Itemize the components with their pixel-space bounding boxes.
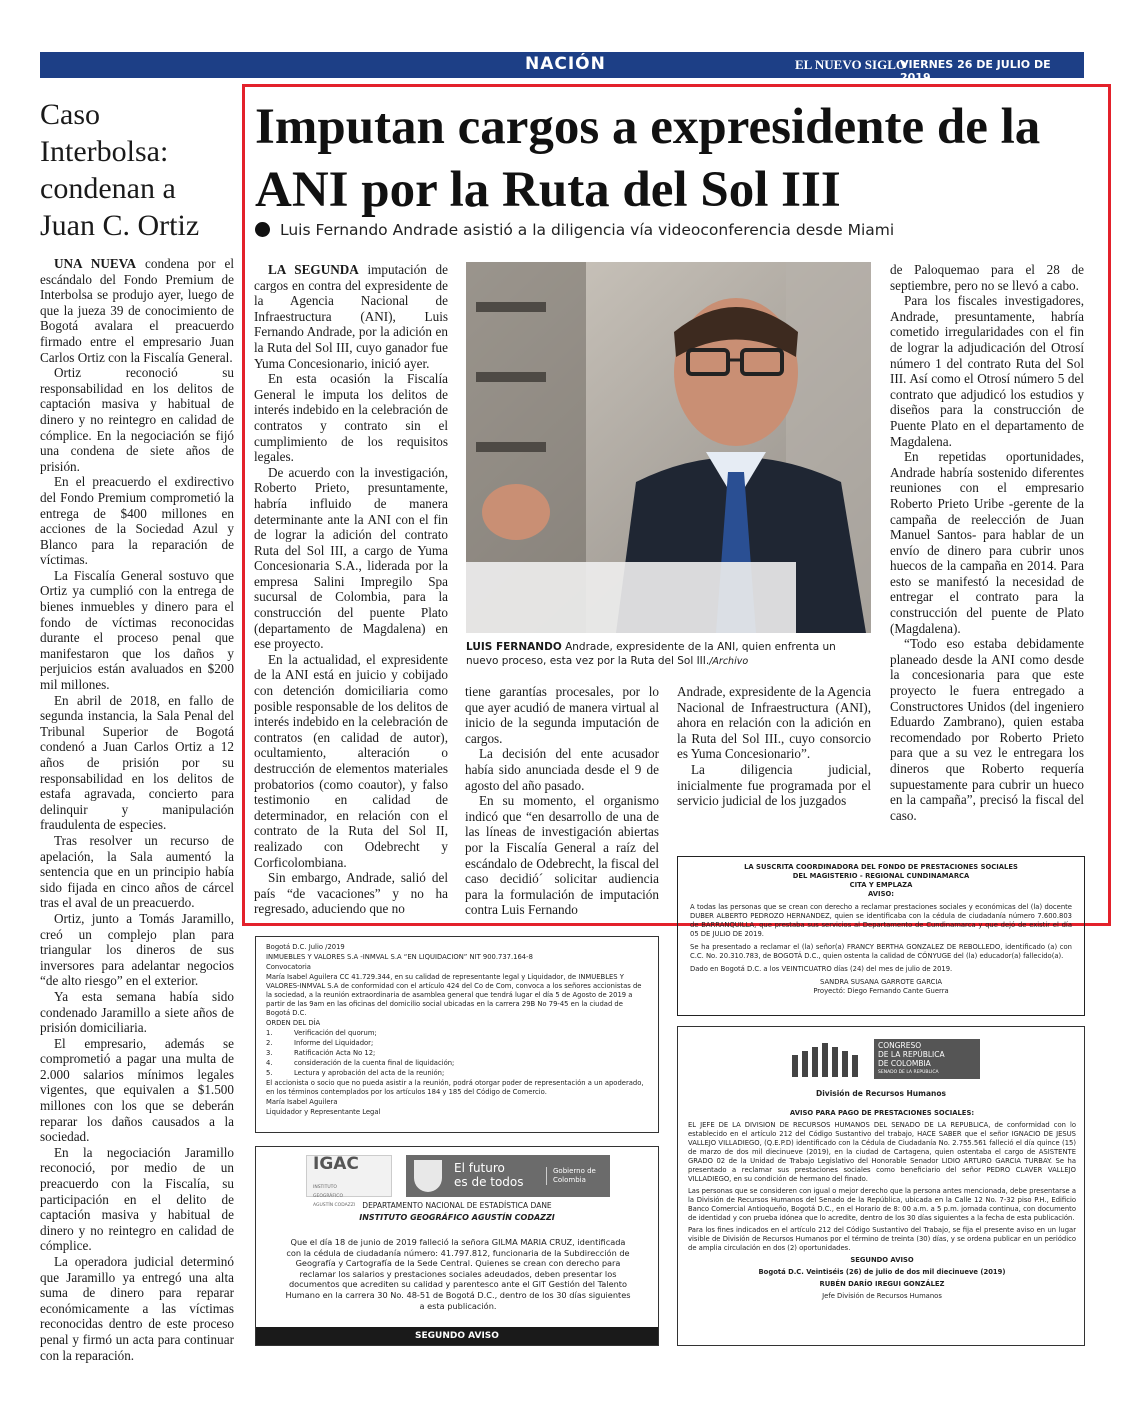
- article-paragraph: En esta ocasión la Fiscalía General le imputa los delitos de interés indebido en la celebración de contratos y contrato sin el cumplimiento de los requisitos legales.: [254, 371, 448, 465]
- side-story-paragraph: La operadora judicial determinó que Jaramillo ya entregó una alta suma de dinero para reparar económicamente a las víctimas reconocidas dentro de este proceso penal y firmó un acta para continuar con la reparación.: [40, 1254, 234, 1363]
- article-paragraph: La decisión del ente acusador había sido anunciada desde el 9 de agosto del año pasado.: [465, 746, 659, 793]
- notice-title: AVISO PARA PAGO DE PRESTACIONES SOCIALES:: [789, 1109, 975, 1117]
- notice-igac: [255, 1146, 659, 1346]
- notice-footer: SEGUNDO AVISO: [256, 1327, 658, 1345]
- side-story-body: [40, 256, 234, 1363]
- article-paragraph: De acuerdo con la investigación, Roberto Prieto, presuntamente, habría influido de manera determinante ante la ANI con el fin de lograr la adición del contrato Ruta del Sol III, a cargo de Yuma Concesionaria S.A., liderada por la empresa Salini Impregilo Spa sucursal de Colombia, para la construcción del puente Plato (departamento de Magdalena) en ese proyecto.: [254, 464, 448, 652]
- side-story-paragraph: Ortiz reconoció su responsabilidad en los delitos de captación masiva y habitual de dinero y no reintegro en calidad de cómplice. En la negociación se fijó una condena de siete años de prisión.: [40, 365, 234, 474]
- article-paragraph: En su momento, el organismo indicó que “en desarrollo de una de las líneas de investigación abiertas por la Fiscalía General a raíz del escándalo de Odebrecht, la fiscal del caso decidió´ solicitar audiencia para la formulación de imputación contra Luis Fernando: [465, 793, 659, 918]
- main-story-lead: LA SEGUNDA: [268, 262, 359, 277]
- coat-of-arms-icon: [414, 1160, 442, 1192]
- congreso-logo: CONGRESO DE LA REPÚBLICA DE COLOMBIA SENADO DE LA REPÚBLICA: [790, 1037, 980, 1079]
- notice-signer-role: Jefe División de Recursos Humanos: [822, 1292, 942, 1300]
- notice-title: AVISO:: [868, 890, 894, 898]
- notice-signer: SANDRA SUSANA GARROTE GARCIA: [820, 978, 942, 986]
- bullet-icon: [255, 222, 270, 237]
- notice-institute: INSTITUTO GEOGRÁFICO AGUSTÍN CODAZZI: [359, 1213, 555, 1222]
- main-story-column-2: [465, 684, 659, 920]
- notice-title: DEL MAGISTERIO - REGIONAL CUNDINAMARCA: [792, 872, 970, 880]
- notice-date: Bogotá D.C. Veintiséis (26) de julio de dos mil diecinueve (2019): [758, 1268, 1006, 1276]
- article-paragraph: En repetidas oportunidades, Andrade habría sostenido diferentes reuniones con el empresario Roberto Prieto Uribe -gerente de la campaña de reelección de Juan Manuel Santos- para hablar de un envío de dinero para cubrir unos huecos de la campaña en 2014. Para esto se manifestó la necesidad de entregar el contrato para la construcción del puente de Plato (Magdalena).: [890, 449, 1084, 636]
- side-story-paragraph: El empresario, además se comprometió a pagar una multa de 2.000 salarios mínimos legales vigentes, que equivalen a $1.500 millones con los que se deberán reparar los daños causados a la sociedad.: [40, 1035, 234, 1145]
- notice-title: LA SUSCRITA COORDINADORA DEL FONDO DE PRESTACIONES SOCIALES: [744, 863, 1018, 871]
- page-number: 9B: [1096, 53, 1123, 74]
- photo-caption: [466, 640, 871, 669]
- notice-signer: María Isabel Aguilera: [266, 1098, 338, 1106]
- notice-company: INMUEBLES Y VALORES S.A -INMVAL S.A “EN LIQUIDACION” NIT 900.737.164-8: [266, 953, 533, 961]
- notice-paragraph: Se ha presentado a reclamar el (la) señor(a) FRANCY BERTHA GONZALEZ DE REBOLLEDO, identificado (a) con C.C. No. 20.310.783, de BOGOTÁ D.C., quien ostenta la calidad de CÓNYUGE del (la) educador(a) fallecido(a).: [690, 943, 1072, 960]
- capitol-icon: [790, 1043, 868, 1077]
- notice-paragraph: Que el día 18 de junio de 2019 falleció la señora GILMA MARIA CRUZ, identificada con la cédula de ciudadanía número: 41.797.812, funcionaria de la Subdirección de Geografía y Cartografía de la Sede Central. Quienes se crean con derecho para reclamar los salarios y prestaciones sociales adeudados, deben presentar los documentos que acrediten su calidad y parentesco ante el GIT Gestión del Talento Humano en la carrera 30 No. 48-51 de Bogotá D.C., dentro de los 30 días siguientes a esta publicación.: [285, 1237, 631, 1311]
- notice-note: El accionista o socio que no pueda asistir a la reunión, podrá otorgar poder de representación a un apoderado, en los términos contemplados por los artículos 184 y 185 del Código de Comercio.: [266, 1079, 644, 1096]
- side-story-paragraph: UNA NUEVA condena por el escándalo del Fondo Premium de Interbolsa se produjo ayer, luego de que la jueza 39 de conocimiento de Bogotá avalara el preacuerdo firmado entre el empresario Juan Carlos Ortiz con la Fiscalía General.: [40, 256, 234, 365]
- notice-paragraph: A todas las personas que se crean con derecho a reclamar prestaciones sociales y económicas del (la) docente DUBER ALBERTO PEDROZO HERNANDEZ, quien se identificaba con la cédula de ciudadanía número 7.600.803 de BARRANQUILLA, que prestaba sus servicios al Departamento de Cundinamarca y que dejó de existir el día 05 DE JULIO DE 2019.: [690, 903, 1072, 938]
- agenda-item: 2. Informe del Liquidador;: [266, 1039, 374, 1047]
- notice-division: División de Recursos Humanos: [816, 1089, 946, 1098]
- agenda-item: 4. consideración de la cuenta final de liquidación;: [266, 1059, 455, 1067]
- article-paragraph: “Todo eso estaba debidamente planeado desde la ANI como desde la concesionaria para que este proyecto le fuera entregado a Constructores Unidos (del ingeniero Eduardo Zambrano), quien estaba recomendado por Roberto Prieto para que a su vez le entregara los dineros que Roberto requería supuestamente para cubrir un hueco en la campaña”, precisó la fiscal del caso.: [890, 636, 1084, 823]
- notice-fondo-prestaciones: [677, 856, 1085, 1016]
- notice-title: CITA Y EMPLAZA: [849, 881, 913, 889]
- article-paragraph: La diligencia judicial, inicialmente fue programada por el servicio judicial de los juzgados: [677, 761, 871, 809]
- notice-paragraph: EL JEFE DE LA DIVISION DE RECURSOS HUMANOS DEL SENADO DE LA REPUBLICA, de conformidad con lo establecido en el artículo 212 del Código Sustantivo del trabajo, HACE SABER que el señor IGNACIO DE JESUS VALLEJO VILLADIEGO, (Q.E.P.D) identificado con la Cédula de Ciudadanía No. 2.755.561 falleció el día quince (15) de marzo de dos mil diecinueve (2019), en la ciudad de Cartagena, quien ostentaba el cargo de ASISTENTE GRADO 02 de la Unidad de Trabajo Legislativo del Honorable Senador LIDIO ARTURO GARCIA TURBAY. Se ha presentado a reclamar sus prestaciones sociales como beneficiario del señor PEDRO CLAVER VALLEJO VILLADIEGO, en su condición de hermano del finado.: [688, 1121, 1076, 1183]
- main-story-column-3: [677, 684, 871, 830]
- article-paragraph: LA SEGUNDA imputación de cargos en contra del expresidente de la Agencia Nacional de Infraestructura (ANI), Luis Fernando Andrade, por la adición en la Ruta del Sol III, cuyo ganador fue Yuma Concesionario, inició ayer.: [254, 262, 449, 371]
- main-story-column-1: [254, 262, 448, 920]
- caption-credit: /Archivo: [709, 656, 749, 667]
- notice-project: Proyectó: Diego Fernando Cante Guerra: [813, 987, 949, 995]
- notice-body: [688, 1109, 1076, 1304]
- caption-lead: LUIS FERNANDO: [466, 641, 562, 653]
- main-story-subhead: Luis Fernando Andrade asistió a la diligencia vía videoconferencia desde Miami: [255, 221, 1105, 239]
- article-paragraph: de Paloquemao para el 28 de septiembre, pero no se llevó a cabo.: [890, 262, 1084, 293]
- portrait-photo: [466, 262, 871, 633]
- article-paragraph: Andrade, expresidente de la Agencia Nacional de Infraestructura (ANI), ahora en relación con la adición en la Ruta del Sol III., cuyo consorcio es Yuma Concesionario”.: [677, 684, 871, 762]
- article-paragraph: En la actualidad, el expresidente de la ANI está en juicio y cobijado con detención domiciliaria como posible responsable de los delitos de interés indebido en la celebración de contratos (en calidad de autor), ocultamiento, alteración o destrucción de elementos materiales probatorios (como coautor), y falso testimonio en calidad de determinador, en relación con el contrato de la Ruta del Sol II, realizado con Odebrecht y Corficolombiana.: [254, 651, 448, 870]
- igac-logo: IGAC INSTITUTO GEOGRÁFICO AGUSTÍN CODAZZI: [306, 1155, 392, 1197]
- issue-date: VIERNES 26 DE JULIO DE 2019: [900, 58, 1051, 84]
- notice-convocatoria: Convocatoria: [266, 963, 311, 971]
- notice-signer-role: Liquidador y Representante Legal: [266, 1108, 381, 1116]
- side-story-paragraph: Tras resolver un recurso de apelación, la Sala aumentó la sentencia que en un principio había sido fijada en cinco años de cárcel tras el aval de un preacuerdo.: [40, 832, 234, 911]
- notice-paragraph: Dado en Bogotá D.C. a los VEINTICUATRO días (24) del mes de julio de 2019.: [690, 965, 953, 973]
- article-paragraph: Sin embargo, Andrade, salió del país “de vacaciones” y no ha regresado, aduciendo que no: [254, 870, 448, 917]
- notice-paragraph: María Isabel Aguilera CC 41.729.344, en su calidad de representante legal y Liquidador, de INMUEBLES Y VALORES-INMVAL S.A de conformidad con el artículo 424 del Co de Com, convoca a los señores accionistas de la sociedad, a la reunión extraordinaria de asamblea general que tendrá lugar el día 5 de Agosto de 2019 a partir de las 9am en las oficinas del domicilio social ubicadas en la carrera 29B No 79-45 en la ciudad de Bogotá D.C.: [266, 973, 642, 1017]
- notice-inmval: [255, 936, 659, 1133]
- notice-paragraph: Para los fines indicados en el artículo 212 del Código Sustantivo del Trabajo, se fija el presente aviso en un lugar visible de División de Recursos Humanos por el término de treinta (30) días, y se ordena publicar en un periódico de amplia circulación en dos (2) oportunidades.: [688, 1226, 1076, 1252]
- notice-signer: RUBÉN DARÍO IREGUI GONZÁLEZ: [819, 1280, 945, 1288]
- notice-second: SEGUNDO AVISO: [850, 1256, 914, 1264]
- article-photo: [466, 262, 871, 633]
- side-story-paragraph: Ya esta semana había sido condenado Jaramillo a siete años de prisión domiciliaria.: [40, 988, 234, 1036]
- side-story-lead: UNA NUEVA: [54, 256, 137, 271]
- notice-dane: DEPARTAMENTO NACIONAL DE ESTADÍSTICA DANE: [362, 1201, 552, 1210]
- main-story-headline: Imputan cargos a expresidente de la ANI por la Ruta del Sol III: [255, 99, 1041, 218]
- caption-text: Andrade, expresidente de la ANI, quien enfrenta un nuevo proceso, esta vez por la Ruta del Sol III.: [466, 641, 836, 667]
- side-story-paragraph: Ortiz, junto a Tomás Jaramillo, creó un complejo plan para triangular los dineros de sus inversores para adelantar negocios “de alto riesgo” en el exterior.: [40, 910, 234, 989]
- section-header-bar: [40, 52, 1123, 84]
- gobierno-logo: El futuro es de todos Gobierno de Colombia: [406, 1155, 610, 1197]
- notice-congreso: [677, 1026, 1085, 1346]
- side-story-paragraph: En abril de 2018, en fallo de segunda instancia, la Sala Penal del Tribunal Superior de Bogotá condenó a Juan Carlos Ortiz a 12 años de prisión por su responsabilidad en los delitos de estafa agravada, concierto para delinquir y manipulación fraudulenta de especies.: [40, 692, 234, 833]
- agenda-item: 1. Verificación del quorum;: [266, 1029, 377, 1037]
- side-story-headline: Caso Interbolsa: condenan a Juan C. Ortiz: [40, 98, 200, 242]
- side-story-paragraph: En el preacuerdo el exdirectivo del Fondo Premium comprometió la entrega de $400 millones en acciones de la Sociedad Azul y Blanco para la reparación de víctimas.: [40, 474, 234, 568]
- side-story-paragraph: La Fiscalía General sostuvo que Ortiz ya cumplió con la entrega de bienes inmuebles y dinero para el fondo de víctimas reconocidas durante el proceso penal que manifestaron que los daños y perjuicios están avaluados en $200 mil millones.: [40, 567, 234, 693]
- agenda-item: 5. Lectura y aprobación del acta de la reunión;: [266, 1069, 445, 1077]
- main-story-column-4: [890, 262, 1084, 830]
- side-story-paragraph: En la negociación Jaramillo reconoció, por medio de un preacuerdo con la Fiscalía, su participación en el delito de captación masiva y habitual de dinero y no reintegro en calidad de cómplice.: [40, 1144, 234, 1254]
- section-name: NACIÓN: [525, 54, 606, 74]
- article-paragraph: tiene garantías procesales, por lo que ayer acudió de manera virtual al inicio de la segunda imputación de cargos.: [465, 684, 659, 746]
- notice-paragraph: Las personas que se consideren con igual o mejor derecho que la persona antes mencionada, debe presentarse a la División de Recursos Humanos del Senado de la República, ubicada en la Calle 12 No. 7-32 piso P.H., Edificio Banco Comercial Antioqueño, Bogotá D.C., en el Horario de 8: 00 a.m. a 5 p.m. jornada continua, con documento de identidad y con prueba idónea que lo acredite, dentro de los 30 días siguientes a la fecha de esta publicación.: [688, 1187, 1076, 1222]
- agenda-item: 3. Ratificación Acta No 12;: [266, 1049, 376, 1057]
- newspaper-name: EL NUEVO SIGLO: [795, 57, 906, 72]
- agenda-title: ORDEN DEL DÍA: [266, 1019, 321, 1027]
- article-paragraph: Para los fiscales investigadores, Andrade, presuntamente, habría cometido irregularidades con el fin de lograr la adjudicación del Otrosí número 1 del contrato Ruta del Sol III. Así como el Otrosí número 5 del contrato que adjudicó los estudios y diseños para la construcción de Puente Plato en el departamento de Magdalena.: [890, 293, 1084, 449]
- notice-date: Bogotá D.C. Julio /2019: [266, 943, 345, 951]
